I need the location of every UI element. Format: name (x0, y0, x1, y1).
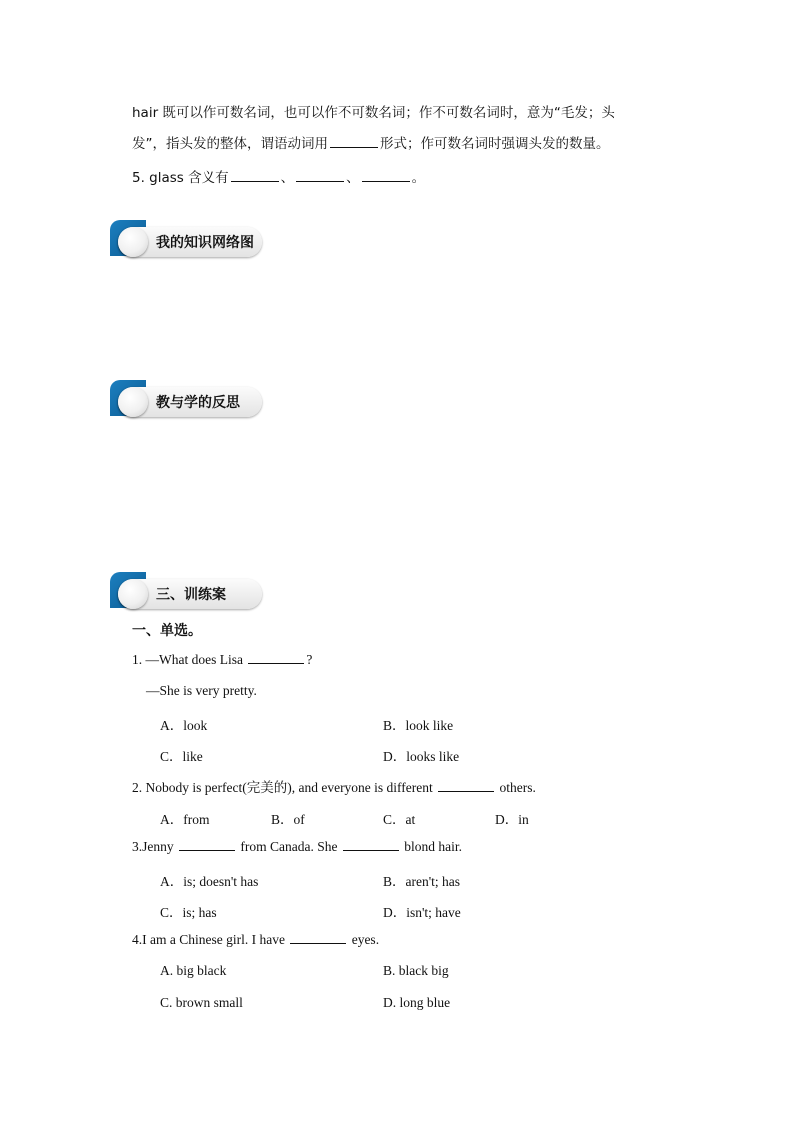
circle-bullet-icon (118, 579, 148, 609)
circle-bullet-icon (118, 227, 148, 257)
option-q4-c[interactable]: C. brown small (160, 995, 243, 1010)
section-training (110, 572, 265, 616)
question-text: 3.Jenny (132, 839, 174, 854)
section-title: 教与学的反思 (156, 395, 240, 411)
option-q3-b[interactable]: B．aren't; has (383, 874, 461, 889)
question-mark: ? (306, 652, 313, 667)
fill-blank[interactable] (231, 180, 279, 182)
option-q2-c[interactable]: C．at (383, 812, 416, 827)
circle-bullet-icon (118, 387, 148, 417)
question-text: 4.I am a Chinese girl. I have (132, 932, 285, 947)
option-q3-d[interactable]: D．isn't; have (383, 905, 461, 920)
fill-blank[interactable] (362, 180, 410, 182)
note-line-2-start: 发”，指头发的整体，谓语动词用 (132, 136, 328, 152)
separator: 、 (280, 170, 295, 186)
note-line-3 (132, 166, 425, 186)
option-q1-c[interactable]: C．like (160, 749, 203, 764)
question-3-stem (132, 839, 462, 855)
section-knowledge-map (110, 220, 265, 264)
section-reflection (110, 380, 265, 424)
separator: 、 (346, 170, 360, 186)
note-line-2 (132, 132, 610, 152)
fill-blank[interactable] (296, 180, 344, 182)
question-4-stem (132, 932, 379, 948)
option-q2-b[interactable]: B．of (271, 812, 305, 827)
section-title: 我的知识网络图 (156, 235, 254, 251)
fill-blank[interactable] (179, 849, 235, 851)
glass-prompt: 5. glass 含义有 (132, 170, 229, 186)
option-q2-d[interactable]: D．in (495, 812, 529, 827)
option-q3-c[interactable]: C．is; has (160, 905, 217, 920)
question-2-stem (132, 776, 536, 796)
option-q4-a[interactable]: A. big black (160, 963, 227, 978)
option-q1-b[interactable]: B．look like (383, 718, 454, 733)
question-text: 2. Nobody is perfect(完美的), and everyone is different (132, 780, 433, 795)
note-line-2-end: 形式；作可数名词时强调头发的数量。 (380, 136, 610, 152)
question-text: 1. —What does Lisa (132, 652, 243, 667)
question-text: others. (499, 780, 536, 795)
question-1-stem (132, 652, 312, 668)
fill-blank[interactable] (343, 849, 399, 851)
fill-blank[interactable] (290, 942, 346, 944)
option-q2-a[interactable]: A．from (160, 812, 210, 827)
fill-blank[interactable] (438, 790, 494, 792)
option-q4-b[interactable]: B. black big (383, 963, 449, 978)
option-q3-a[interactable]: A．is; doesn't has (160, 874, 259, 889)
option-q1-a[interactable]: A．look (160, 718, 208, 733)
section-title: 三、训练案 (156, 587, 226, 603)
fill-blank[interactable] (330, 146, 378, 148)
question-text: from Canada. She (240, 839, 338, 854)
option-q1-d[interactable]: D．looks like (383, 749, 460, 764)
fill-blank[interactable] (248, 662, 304, 664)
option-q4-d[interactable]: D. long blue (383, 995, 451, 1010)
question-text: blond hair. (404, 839, 462, 854)
question-1-reply: —She is very pretty. (146, 683, 257, 698)
note-line-1: hair 既可以作可数名词，也可以作不可数名词；作不可数名词时，意为“毛发；头 (132, 105, 615, 121)
line-end: 。 (411, 170, 426, 186)
part-title: 一、单选。 (132, 623, 202, 639)
question-text: eyes. (351, 932, 380, 947)
